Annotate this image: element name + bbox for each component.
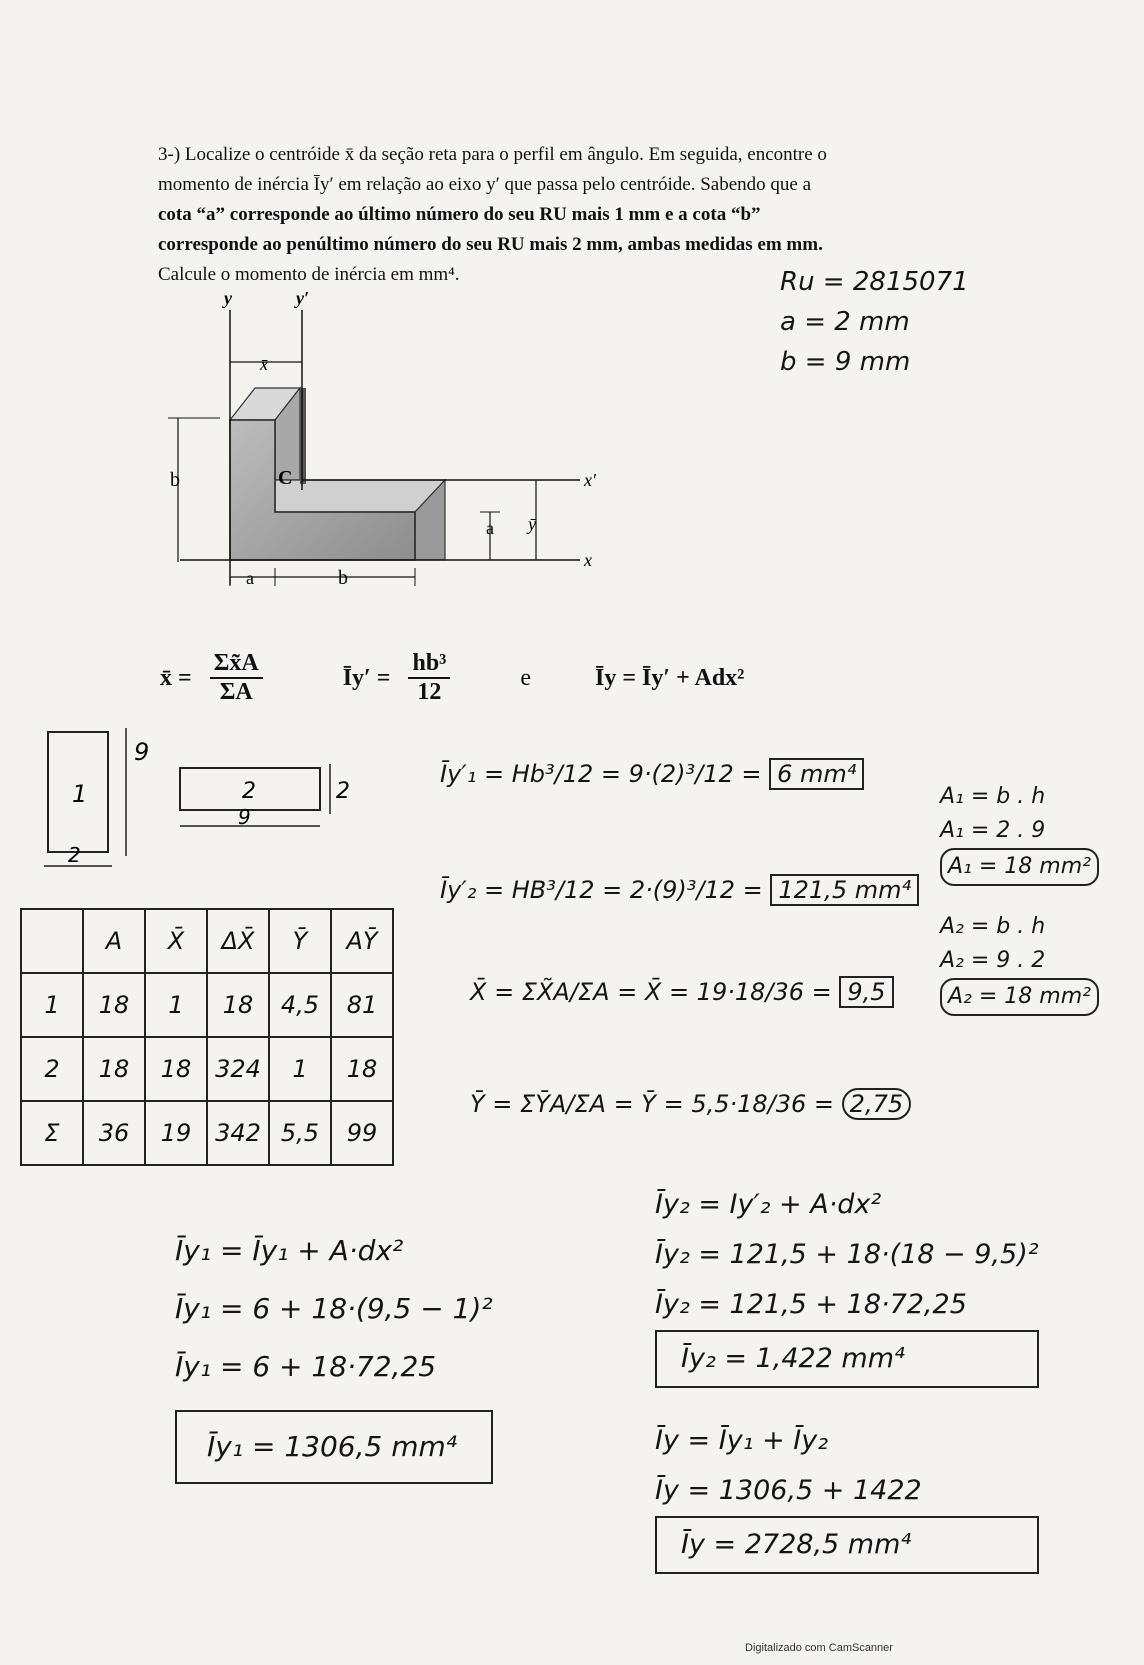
- iy-numerator: hb³: [408, 650, 450, 679]
- xbar-denominator: ΣA: [219, 679, 253, 705]
- parallel-axis-formula: Īy = Īy′ + Adx²: [595, 664, 745, 691]
- area-calcs: [940, 780, 1099, 1016]
- table-cell: 19: [145, 1101, 207, 1165]
- iy2-step-1: Īy₂ = Iy′₂ + A·dx²: [655, 1189, 882, 1220]
- rect-1-height: 9: [134, 738, 150, 766]
- label-x: x: [584, 550, 592, 570]
- inertia-calc-2: [440, 876, 919, 904]
- table-row: [21, 1037, 393, 1101]
- xbar-formula-lhs: x̄ =: [160, 664, 192, 691]
- rect-2-width: 9: [238, 805, 251, 829]
- rect-2-height: 2: [336, 779, 350, 804]
- table-row: [21, 973, 393, 1037]
- label-x-prime: x′: [584, 470, 596, 490]
- label-a-bottom: a: [246, 568, 254, 588]
- table-cell: 1: [145, 973, 207, 1037]
- centroid-table: [20, 908, 394, 1166]
- iy-sum-step-2: Īy = 1306,5 + 1422: [655, 1475, 922, 1506]
- scanner-footer: Digitalizado com CamScanner: [745, 1642, 893, 1654]
- problem-line-1: 3-) Localize o centróide x̄ da seção reta para o perfil em ângulo. Em seguida, encontre o: [158, 144, 827, 165]
- rect-1-width: 2: [68, 843, 81, 867]
- a-value: a = 2 mm: [780, 307, 910, 337]
- label-c: C: [278, 467, 293, 489]
- iy2-result: 121,5 mm⁴: [770, 874, 919, 906]
- label-b-bottom: b: [338, 567, 348, 589]
- iy2-line: Īy′₂ = HB³/12 = 2·(9)³/12 =: [440, 876, 763, 904]
- table-cell: 2: [21, 1037, 83, 1101]
- printed-formulas: [160, 650, 744, 706]
- iy1-step-2: Īy₁ = 6 + 18·(9,5 − 1)²: [175, 1292, 493, 1325]
- ru-notes: [780, 262, 969, 382]
- iy1-line: Īy′₁ = Hb³/12 = 9·(2)³/12 =: [440, 760, 762, 788]
- iy2-final: Īy₂ = 1,422 mm⁴: [655, 1330, 1039, 1388]
- table-cell: 81: [331, 973, 393, 1037]
- label-y: y: [224, 290, 232, 308]
- iy-formula-lhs: Īy′ =: [342, 664, 391, 691]
- rect-2-label: 2: [242, 779, 256, 804]
- xbar-line: X̄ = ΣX̃A/ΣA = X̄ = 19·18/36 =: [470, 978, 832, 1006]
- table-cell: 5,5: [269, 1101, 331, 1165]
- a2-result: A₂ = 18 mm²: [940, 978, 1099, 1016]
- table-cell: 1: [21, 973, 83, 1037]
- ybar-calc: [470, 1090, 911, 1118]
- ru-line: Ru = 2815071: [780, 267, 969, 297]
- table-cell: 342: [207, 1101, 269, 1165]
- a1-values: A₁ = 2 . 9: [940, 818, 1046, 843]
- conjunction-e: e: [520, 664, 532, 691]
- iy2-step-2: Īy₂ = 121,5 + 18·(18 − 9,5)²: [655, 1239, 1039, 1270]
- table-header: [21, 909, 83, 973]
- inertia-calc-1: [440, 760, 864, 788]
- table-cell: 324: [207, 1037, 269, 1101]
- iy-denominator: 12: [417, 679, 442, 705]
- table-cell: 4,5: [269, 973, 331, 1037]
- label-ybar: ȳ: [528, 514, 536, 534]
- table-header: X̄: [145, 909, 207, 973]
- angle-section-figure: [160, 290, 650, 630]
- table-cell: 36: [83, 1101, 145, 1165]
- xbar-numerator: Σx̃A: [210, 650, 263, 679]
- xbar-result: 9,5: [839, 976, 893, 1008]
- label-xbar: x̄: [260, 354, 268, 374]
- label-y-prime: y′: [296, 290, 310, 308]
- table-header: AȲ: [331, 909, 393, 973]
- table-cell: 18: [83, 1037, 145, 1101]
- iy1-result: 6 mm⁴: [769, 758, 864, 790]
- problem-line-4: corresponde ao penúltimo número do seu RU mais 2 mm, ambas medidas em mm.: [158, 234, 823, 255]
- a2-formula: A₂ = b . h: [940, 914, 1046, 939]
- table-cell: 1: [269, 1037, 331, 1101]
- iy1-step-1: Īy₁ = Īy₁ + A·dx²: [175, 1234, 404, 1267]
- shape-sketches: [30, 720, 410, 870]
- iy1-step-3: Īy₁ = 6 + 18·72,25: [175, 1350, 437, 1383]
- table-cell: 18: [331, 1037, 393, 1101]
- iy-final-result: Īy = 2728,5 mm⁴: [655, 1516, 1039, 1574]
- b-value: b = 9 mm: [780, 347, 911, 377]
- iy2-step-3: Īy₂ = 121,5 + 18·72,25: [655, 1289, 967, 1320]
- label-a-vertical: a: [486, 518, 494, 538]
- a1-result: A₁ = 18 mm²: [940, 848, 1099, 886]
- iy-fraction: [408, 650, 450, 706]
- xbar-fraction: [210, 650, 263, 706]
- table-cell: Σ: [21, 1101, 83, 1165]
- iy-sum-step-1: Īy = Īy₁ + Īy₂: [655, 1425, 829, 1456]
- ybar-result: 2,75: [842, 1088, 911, 1120]
- rect-1-label: 1: [72, 780, 88, 808]
- xbar-calc: [470, 978, 894, 1006]
- table-cell: 99: [331, 1101, 393, 1165]
- table-header: Ȳ: [269, 909, 331, 973]
- table-row: [21, 1101, 393, 1165]
- problem-line-2: momento de inércia Īy′ em relação ao eixo y′ que passa pelo centróide. Sabendo que a: [158, 174, 812, 195]
- table-cell: 18: [207, 973, 269, 1037]
- table-header: A: [83, 909, 145, 973]
- table-header-row: [21, 909, 393, 973]
- ybar-line: Ȳ = ΣȲA/ΣA = Ȳ = 5,5·18/36 =: [470, 1090, 835, 1118]
- a2-values: A₂ = 9 . 2: [940, 948, 1046, 973]
- table-cell: 18: [83, 973, 145, 1037]
- iy1-final: Īy₁ = 1306,5 mm⁴: [175, 1410, 493, 1484]
- problem-line-5: Calcule o momento de inércia em mm⁴.: [158, 264, 460, 285]
- problem-line-3: cota “a” corresponde ao último número do seu RU mais 1 mm e a cota “b”: [158, 204, 761, 225]
- iy2-derivation: [655, 1180, 1039, 1574]
- table-header: ΔX̄: [207, 909, 269, 973]
- table-cell: 18: [145, 1037, 207, 1101]
- iy1-derivation: [175, 1222, 493, 1484]
- label-b-left: b: [170, 469, 180, 491]
- a1-formula: A₁ = b . h: [940, 784, 1046, 809]
